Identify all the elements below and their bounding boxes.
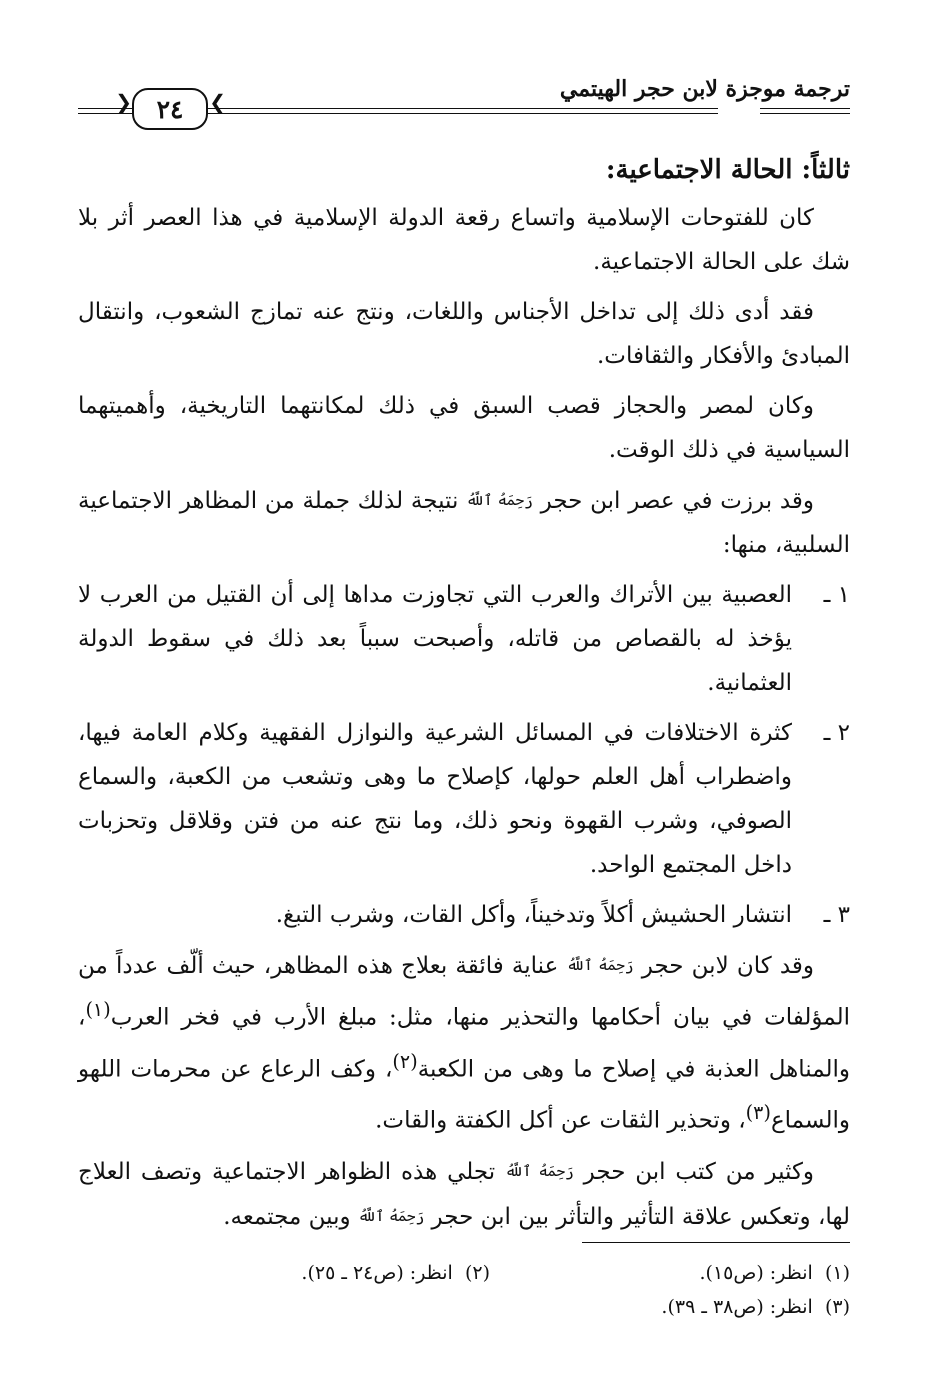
- care-text-4: ، وكف الرعاع عن محرمات اللهو والسماع: [78, 1056, 850, 1134]
- list-item-text: العصبية بين الأتراك والعرب التي تجاوزت مداها إلى أن القتيل من العرب لا يؤخذ له بالقصاص من قاتله، وأصبحت سبباً بعد ذلك في سقوط الدولة العثمانية.: [78, 582, 792, 696]
- list-item: [78, 893, 850, 937]
- closing-text-2: تجلي هذه الظواهر الاجتماعية وتصف العلاج لها، وتعكس علاقة التأثير والتأثر بين ابن حجر: [78, 1158, 850, 1230]
- footnote-ref[interactable]: (٣): [745, 1101, 771, 1125]
- page-body: [78, 148, 850, 1245]
- footnote-row: [78, 1290, 850, 1324]
- footnote-number: (٢): [464, 1262, 490, 1284]
- list-item-text: انتشار الحشيش أكلاً وتدخيناً، وأكل القات، وشرب التبغ.: [275, 902, 792, 928]
- list-item: [78, 573, 850, 705]
- footnote-text: انظر: (ص١٥).: [699, 1262, 813, 1284]
- list-item-number: ٢ ـ: [823, 720, 850, 746]
- footnote-ref[interactable]: (٢): [392, 1049, 418, 1073]
- paragraph: فقد أدى ذلك إلى تداخل الأجناس واللغات، ونتج عنه تمازج الشعوب، وانتقال المبادئ والأفكار والثقافات.: [78, 299, 850, 369]
- honorific: رَحِمَهُ ٱللَّهُ: [566, 956, 634, 974]
- closing-text-1: وكثير من كتب ابن حجر: [583, 1158, 815, 1185]
- ornament-right-icon: ❯: [209, 90, 226, 114]
- care-text-2: عناية فائقة بعلاج هذه المظاهر، حيث ألّف عدداً من المؤلفات في بيان أحكامها والتحذير منها، مثل: مبلغ الأرب في فخر العرب: [78, 953, 850, 1031]
- footnote-text: انظر: (ص٢٤ ـ ٢٥).: [301, 1262, 453, 1284]
- footnote: [490, 1290, 850, 1324]
- ornament-left-icon: ❮: [115, 90, 132, 114]
- footnote-text: انظر: (ص٣٨ ـ ٣٩).: [661, 1296, 813, 1318]
- running-title: ترجمة موجزة لابن حجر الهيتمي: [559, 76, 850, 102]
- intro-text-1: وقد برزت في عصر ابن حجر: [540, 488, 815, 514]
- honorific: رَحِمَهُ ٱللَّهُ: [357, 1206, 425, 1225]
- intro-paragraph: [78, 478, 850, 567]
- list-item: [78, 711, 850, 887]
- footnote-number: (٣): [824, 1296, 850, 1318]
- list-item-number: ٣ ـ: [823, 902, 850, 928]
- list-item-text: كثرة الاختلافات في المسائل الشرعية والنوازل الفقهية وكلام العامة فيها، واضطراب أهل العلم حولها، كإصلاح ما وهى وتشعب من الكعبة، والسماع الصوفي، وشرب القهوة ونحو ذلك، وما نتج عنه من فتن وقلاقل وتحزبات داخل المجتمع الواحد.: [78, 720, 792, 878]
- footnote-separator: [582, 1242, 850, 1243]
- header-rule-right: [760, 108, 850, 114]
- footnote: [130, 1256, 490, 1290]
- honorific: رَحِمَهُ ٱللَّهُ: [466, 491, 533, 509]
- honorific: رَحِمَهُ ٱللَّهُ: [504, 1161, 574, 1180]
- care-text-3: ، والمناهل العذبة في إصلاح ما وهى من الكعبة: [78, 1004, 850, 1083]
- closing-paragraph: [78, 1149, 850, 1239]
- list-item-number: ١ ـ: [823, 582, 850, 608]
- book-page: [78, 60, 850, 1350]
- footnote-row: [78, 1256, 850, 1290]
- footnote: [490, 1256, 850, 1290]
- paragraph: وكان لمصر والحجاز قصب السبق في ذلك لمكانتهما التاريخية، وأهميتهما السياسية في ذلك الوقت.: [78, 393, 850, 463]
- care-text-1: وقد كان لابن حجر: [641, 953, 814, 979]
- page-number: ٢٤: [132, 88, 208, 130]
- closing-text-3: وبين مجتمعه.: [223, 1203, 351, 1230]
- footnotes: [78, 1256, 850, 1324]
- footnote-ref[interactable]: (١): [85, 998, 111, 1021]
- paragraph: كان للفتوحات الإسلامية واتساع رقعة الدولة الإسلامية في هذا العصر أثر بلا شك على الحالة الاجتماعية.: [78, 205, 850, 275]
- intro-text-2: نتيجة لذلك جملة من المظاهر الاجتماعية السلبية، منها:: [78, 488, 850, 558]
- care-text-5: ، وتحذير الثقات عن أكل الكفتة والقات.: [375, 1107, 746, 1134]
- page-header: [78, 74, 850, 124]
- section-heading: ثالثاً: الحالة الاجتماعية:: [605, 155, 850, 185]
- footnote-number: (١): [824, 1262, 850, 1284]
- care-paragraph: [78, 943, 850, 1143]
